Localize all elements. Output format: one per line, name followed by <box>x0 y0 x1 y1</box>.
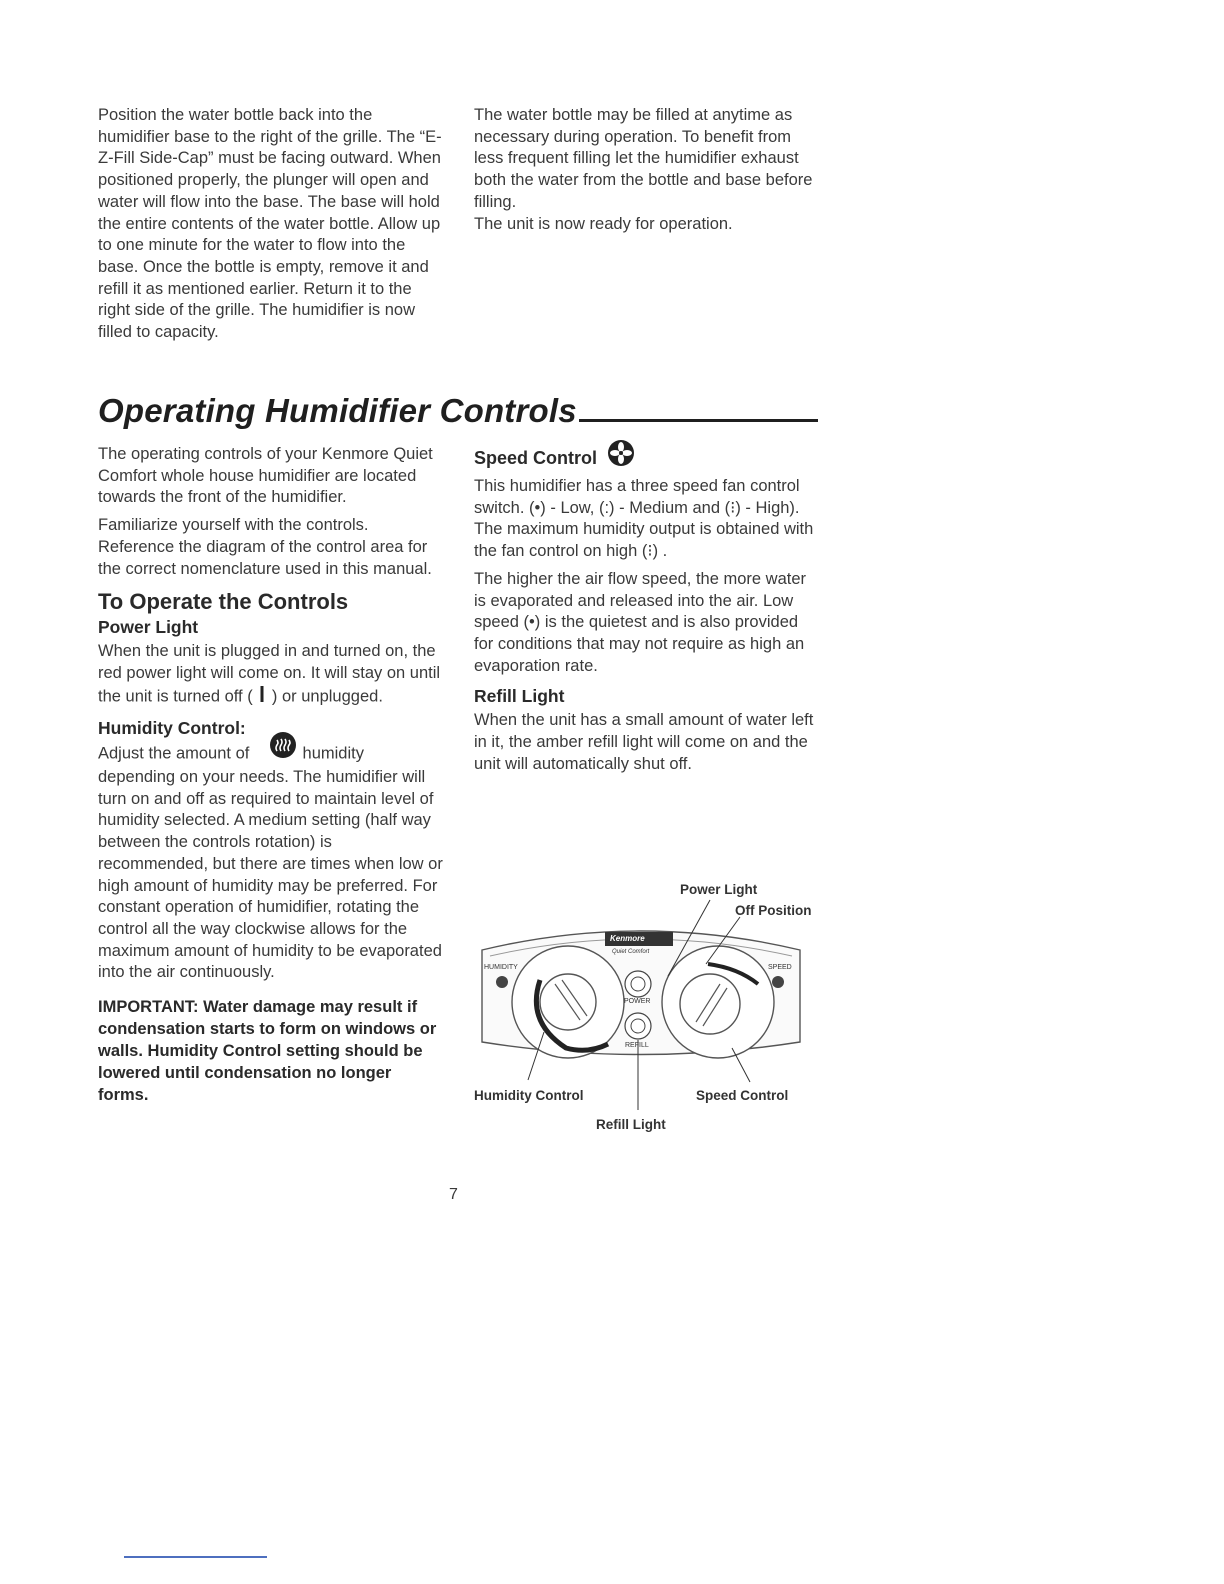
refill-light-heading: Refill Light <box>474 686 565 707</box>
humidity-control-heading: Humidity Control: <box>98 718 246 739</box>
panel-power-label: POWER <box>624 998 651 1005</box>
intro-left-text: Position the water bottle back into the humidifier base to the right of the grille. The “E-Z-Fill Side-Cap” must be facing outward. When positioned properly, the plunger will open and water will flow into the base. The base will hold the entire contents of the water bottle. Allow up to one minute for the water to flow into the base. Once the bottle is empty, remove it and refill it as mentioned earlier. Return it to the right side of the grille. The humidifier is now filled to capacity. <box>98 106 442 342</box>
humidity-control-text-b: humidity depending on your needs. The humidifier will turn on and off as required to maintain level of humidity selected. A medium setting (half way between the controls rotation) is recommended, but there are times when low or high amount of humidity may be preferred. For constant operation of humidifier, rotating the control all the way clockwise allows for the maximum amount of humidity to be evaporated into the air continuously. <box>98 745 443 982</box>
panel-brand-label: Kenmore <box>610 934 645 943</box>
panel-brand-sub-label: Quiet Comfort <box>612 949 650 955</box>
panel-speed-label: SPEED <box>768 964 792 971</box>
power-light-indicator <box>625 971 651 997</box>
off-position-icon <box>257 685 267 710</box>
page-number: 7 <box>449 1186 458 1203</box>
intro-left-column <box>98 105 443 344</box>
intro-right-text-2: The unit is now ready for operation. <box>474 214 733 233</box>
footer-rule <box>124 1556 267 1558</box>
humidity-icon <box>268 730 298 767</box>
humidity-control-text <box>98 742 443 984</box>
intro-right-text-1: The water bottle may be filled at anytime as necessary during operation. To benefit from less frequent filling let the humidifier exhaust both the water from the bottle and base before filling. <box>474 106 813 211</box>
left-familiarize-text: Familiarize yourself with the controls. Reference the diagram of the control area for the correct nomenclature used in this manual. <box>98 516 432 578</box>
control-panel-diagram <box>470 872 826 1142</box>
power-light-text-b: ) or unplugged. <box>271 687 383 706</box>
off-position-label: Off Position <box>735 903 812 918</box>
refill-light-label: Refill Light <box>596 1117 666 1132</box>
humidity-control-text-a: Adjust the amount of <box>98 745 250 764</box>
refill-light-text: When the unit has a small amount of water left in it, the amber refill light will come on and the unit will automatically shut off. <box>474 711 814 773</box>
panel-refill-label: REFILL <box>625 1042 649 1049</box>
panel-humidity-label: HUMIDITY <box>484 964 518 971</box>
speed-control-heading <box>474 444 819 474</box>
speed-control-text-2: The higher the air flow speed, the more water is evaporated and released into the air. Low speed (•) is the quietest and is also provided for conditions that may not require as high an evaporation rate. <box>474 569 807 675</box>
right-column <box>474 444 819 775</box>
speed-control-text: This humidifier has a three speed fan control switch. (•) - Low, (:) - Medium and (⁝) - High). The maximum humidity output is obtained with the fan control on high (⁝) . <box>474 477 814 561</box>
operate-controls-heading: To Operate the Controls <box>98 589 349 615</box>
section-title: Operating Humidifier Controls <box>98 392 577 429</box>
speed-control-heading-text: Speed Control <box>474 447 598 468</box>
left-intro-text: The operating controls of your Kenmore Quiet Comfort whole house humidifier are located towards the front of the humidifier. <box>98 445 433 507</box>
humidity-control-label: Humidity Control <box>474 1088 584 1103</box>
heading-rule <box>579 419 818 422</box>
intro-right-column <box>474 105 819 235</box>
speed-panel-icon <box>772 976 784 988</box>
power-light-text-a: When the unit is plugged in and turned on, the red power light will come on. It will stay on until the unit is turned off ( <box>98 642 441 706</box>
humidity-panel-icon <box>496 976 508 988</box>
power-light-heading: Power Light <box>98 617 199 638</box>
refill-light-indicator <box>625 1013 651 1039</box>
section-heading <box>98 392 818 430</box>
left-column <box>98 444 443 1106</box>
speed-control-label: Speed Control <box>696 1088 789 1103</box>
power-light-text <box>98 641 443 709</box>
power-light-label: Power Light <box>680 882 758 897</box>
fan-icon <box>606 438 636 474</box>
important-warning: IMPORTANT: Water damage may result if condensation starts to form on windows or walls. Humidity Control setting should be lowered until condensation no longer forms. <box>98 998 437 1105</box>
